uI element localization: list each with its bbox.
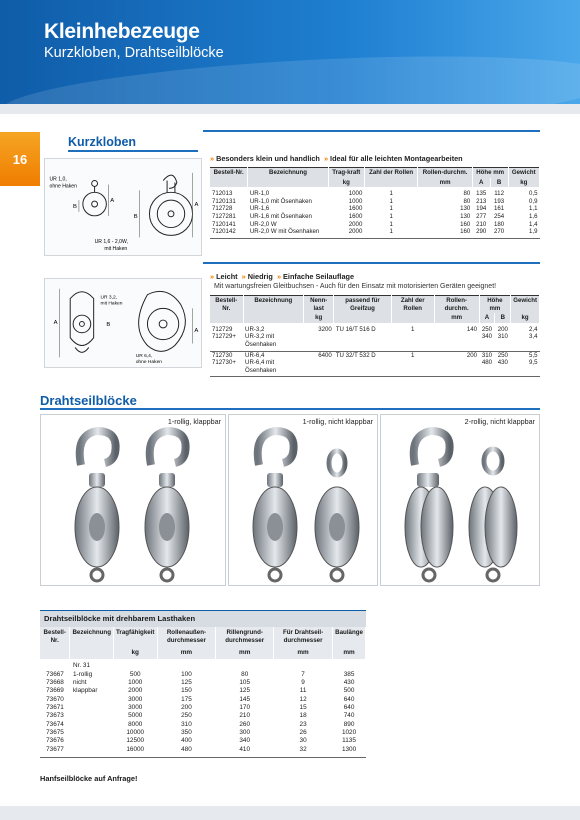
table-cell: 213 xyxy=(476,197,487,205)
cell-line: UR-3,2 xyxy=(245,325,265,333)
table-cell: TU 16/T 516 D xyxy=(334,323,391,351)
table-cell: 430 xyxy=(343,678,355,686)
pulley-image xyxy=(315,451,359,581)
table-cell: 80 xyxy=(463,190,471,198)
table-row xyxy=(40,737,366,745)
table-cell: 500 xyxy=(343,687,355,695)
table-cell: 18 xyxy=(299,712,307,720)
table-row xyxy=(40,659,366,670)
table-cell: 300 xyxy=(239,728,251,736)
table-cell xyxy=(511,323,540,351)
cell-line: 5,5 xyxy=(529,351,538,359)
table-cell: 7 xyxy=(301,670,305,678)
unit: B xyxy=(490,178,508,188)
leicht-table xyxy=(210,295,540,377)
table-cell: 73675 xyxy=(46,728,64,736)
feature-text: Besonders klein und handlich xyxy=(216,154,320,163)
table-cell xyxy=(157,659,216,670)
table-cell: 112 xyxy=(494,190,504,198)
table-row xyxy=(40,721,366,729)
table-cell xyxy=(274,659,333,670)
table-row xyxy=(40,671,366,679)
table-row xyxy=(40,679,366,687)
table-cell xyxy=(243,323,304,351)
kurzkloben-drawing xyxy=(44,158,202,256)
cell-line: 430 xyxy=(497,359,508,367)
table-row xyxy=(210,228,540,238)
table-cell: 135 xyxy=(476,190,487,198)
table-cell: 73671 xyxy=(46,703,64,711)
cell-line: 712730+ xyxy=(212,359,236,367)
table-cell: 1300 xyxy=(333,746,366,758)
table-cell: 200 xyxy=(434,351,479,377)
cell-line: 9,5 xyxy=(529,359,538,367)
leicht-drawing xyxy=(44,278,202,368)
pulley-pair-image xyxy=(229,415,377,585)
fig-label: mit Haken xyxy=(100,301,123,307)
cell-line: 340 xyxy=(481,333,493,341)
table-cell: 1 xyxy=(391,351,434,377)
fig-label: B xyxy=(133,213,138,220)
table-cell: 410 xyxy=(216,746,274,758)
table-cell: nicht xyxy=(72,678,87,686)
table-cell: 7120141 xyxy=(212,220,236,228)
table-cell: 160 xyxy=(418,228,472,238)
table-cell: 161 xyxy=(494,205,505,213)
table-cell: 170 xyxy=(239,703,251,711)
table-cell: 1135 xyxy=(342,737,356,745)
cell-line: UR-3,2 mit Ösenhaken xyxy=(245,333,277,349)
col-header: passend für Greifzug xyxy=(334,296,391,323)
table-cell: 175 xyxy=(181,695,192,703)
table-cell xyxy=(70,704,114,712)
table-cell: 73667 xyxy=(46,670,64,678)
table-cell: 5000 xyxy=(128,712,143,720)
table-row xyxy=(40,687,366,695)
table-row xyxy=(40,729,366,737)
photo-caption: 1-rollig, nicht klappbar xyxy=(302,417,373,426)
cell-line: UR-6,4 xyxy=(245,351,265,359)
pulley-image xyxy=(469,449,517,581)
table-cell: 1600 xyxy=(348,213,363,221)
page-number-tab: 16 xyxy=(0,132,40,186)
col-header: Rollen-durchm. xyxy=(418,168,472,178)
fig-label: A xyxy=(53,319,58,326)
pulley-pair-image xyxy=(381,415,539,585)
cell-line: 3,4 xyxy=(529,333,538,341)
col-header: Bestell-Nr. xyxy=(40,627,70,647)
col-header: Bestell-Nr. xyxy=(210,296,243,323)
section-rule-right xyxy=(203,130,540,132)
table-cell xyxy=(210,351,243,377)
table-cell xyxy=(70,721,114,729)
table-cell: 1000 xyxy=(348,190,363,198)
col-header: Tragfähigkeit xyxy=(113,627,157,647)
table-cell: 73673 xyxy=(46,712,64,720)
table-cell: 250 xyxy=(181,712,192,720)
table-cell: 1 xyxy=(389,205,393,213)
table-cell: 125 xyxy=(239,687,251,695)
cell-line: 712729 xyxy=(212,325,233,333)
pulley-image xyxy=(75,431,119,581)
table-cell: TU 32/T 532 D xyxy=(334,351,391,377)
table-cell xyxy=(70,696,114,704)
table-cell: 890 xyxy=(343,720,355,728)
fig-label: UR 6,4, xyxy=(135,354,153,360)
table-row xyxy=(40,704,366,712)
table-cell: 210 xyxy=(476,220,487,228)
col-header: Höhe mm xyxy=(472,168,508,178)
table-cell: 480 xyxy=(157,746,216,758)
table-cell: 1600 xyxy=(348,205,363,213)
col-header: Zahl der Rollen xyxy=(391,296,434,323)
leicht-features: » Leicht » Niedrig » Einfache Seilauflage xyxy=(210,272,355,281)
pulley-image xyxy=(405,431,453,581)
table-cell: 32 xyxy=(274,746,333,758)
table-cell: 1,6 xyxy=(529,213,538,221)
pulley-image xyxy=(253,431,297,581)
page-header xyxy=(0,0,580,104)
table-cell: 310 xyxy=(181,720,192,728)
photo-1rollig-nicht-klappbar xyxy=(228,414,378,586)
pulley-image xyxy=(145,431,189,581)
table-cell: 2000 xyxy=(128,687,143,695)
col-header: Für Drahtseil-durchmesser xyxy=(274,627,333,647)
table-cell xyxy=(70,737,114,745)
table-cell: 6400 xyxy=(304,351,334,377)
photo-2rollig-nicht-klappbar xyxy=(380,414,540,586)
table-cell: 200 xyxy=(181,703,192,711)
table-cell: 0,5 xyxy=(529,190,538,198)
col-header: Zahl der Rollen xyxy=(364,168,418,188)
table-row xyxy=(210,187,540,198)
cell-line: 310 xyxy=(497,333,508,341)
table-cell: 73668 xyxy=(46,678,64,686)
col-header: Rollenaußen-durchmesser xyxy=(157,627,216,647)
photo-caption: 2-rollig, nicht klappbar xyxy=(464,417,535,426)
fig-label: mit Haken xyxy=(104,246,128,253)
table-cell: 260 xyxy=(239,720,251,728)
col-header: Trag-kraft xyxy=(328,168,364,178)
col-header: Nenn-last xyxy=(304,296,334,314)
table-cell: UR-1,0 xyxy=(249,190,270,198)
table-cell xyxy=(210,323,243,351)
fig-label: A xyxy=(194,202,199,209)
table-row xyxy=(210,213,540,221)
fig-label: ohne Haken xyxy=(49,183,77,190)
cell-line: UR-6,4 mit Ösenhaken xyxy=(245,359,277,374)
table-cell: 3200 xyxy=(304,323,334,351)
table-cell: 73670 xyxy=(46,695,64,703)
fig-label: ohne Haken xyxy=(135,360,163,366)
table-cell xyxy=(479,351,495,377)
page-subtitle: Kurzkloben, Drahtseilblöcke xyxy=(44,45,224,61)
unit: kg xyxy=(511,313,540,323)
table-cell: 160 xyxy=(460,220,471,228)
table-cell: 1 xyxy=(389,190,393,198)
unit: mm xyxy=(157,647,216,659)
table-cell: 140 xyxy=(434,323,479,351)
leicht-note: Mit wartungsfreien Gleitbuchsen - Auch für den Einsatz mit motorisierten Geräten geeignet! xyxy=(214,283,497,290)
cell-line: 712729+ xyxy=(212,333,236,341)
table-cell: 12 xyxy=(299,695,307,703)
table-cell: 1000 xyxy=(348,197,363,205)
photo-1rollig-klappbar xyxy=(40,414,226,586)
table-cell xyxy=(495,323,511,351)
table-cell xyxy=(333,659,366,670)
table-cell: 15 xyxy=(299,703,307,711)
table-cell: 1 xyxy=(389,213,393,221)
table-cell: 125 xyxy=(181,678,192,686)
table-cell xyxy=(70,746,114,758)
table-cell: 277 xyxy=(476,213,487,221)
unit: B xyxy=(495,313,511,323)
table-caption: Drahtseilblöcke mit drehbarem Lasthaken xyxy=(40,610,366,627)
table-cell: 210 xyxy=(239,712,251,720)
table-cell: 1 xyxy=(389,220,393,228)
table-cell xyxy=(113,659,157,670)
footer-note: Hanfseilblöcke auf Anfrage! xyxy=(40,774,138,783)
unit: kg xyxy=(508,178,539,188)
cell-line: 2,4 xyxy=(529,325,538,333)
col-header: Bestell-Nr. xyxy=(210,168,248,188)
table-cell: 7120142 xyxy=(210,228,248,238)
fig-label: B xyxy=(73,203,77,210)
table-cell xyxy=(243,351,304,377)
drahtseil-table xyxy=(40,610,366,758)
table-cell: 130 xyxy=(460,213,471,221)
unit xyxy=(70,647,114,659)
table-cell: 100 xyxy=(181,670,192,678)
feature-text: Ideal für alle leichten Montagearbeiten xyxy=(330,154,463,163)
unit: mm xyxy=(333,647,366,659)
table-cell: 180 xyxy=(494,220,505,228)
table-cell: 1 xyxy=(389,197,393,205)
fig-label: UR 1,6 - 2,0W, xyxy=(94,239,128,246)
table-cell: 80 xyxy=(241,670,249,678)
cell-line: 480 xyxy=(481,359,493,367)
cell-line: 200 xyxy=(497,325,508,333)
table-cell xyxy=(495,351,511,377)
table-row xyxy=(210,221,540,229)
table-row xyxy=(210,323,540,351)
table-cell: UR-1,6 xyxy=(249,205,270,213)
table-cell: UR-2,0 W xyxy=(249,220,277,228)
table-cell: 193 xyxy=(494,197,505,205)
table-cell xyxy=(70,712,114,720)
table-cell: klappbar xyxy=(72,687,98,695)
unit: mm xyxy=(418,178,472,188)
unit: kg xyxy=(113,647,157,659)
kurzkloben-features: » Besonders klein und handlich » Ideal für alle leichten Montagearbeiten xyxy=(210,154,463,163)
section-title-kurzkloben: Kurzkloben xyxy=(68,135,137,149)
table-cell: 712013 xyxy=(212,190,233,198)
kurzkloben-table xyxy=(210,167,540,239)
table-row xyxy=(40,696,366,704)
page-title: Kleinhebezeuge xyxy=(44,20,200,43)
table-cell: 80 xyxy=(463,197,471,205)
table-cell: 7120131 xyxy=(212,197,236,205)
table-cell xyxy=(479,323,495,351)
cell-line: 250 xyxy=(497,351,508,359)
col-header: Höhe mm xyxy=(479,296,511,314)
feature-text: Leicht xyxy=(216,272,238,281)
table-cell: 1000 xyxy=(128,678,143,686)
col-header: Rillengrund-durchmesser xyxy=(216,627,274,647)
table-cell: 7127281 xyxy=(212,213,236,221)
table-cell: 145 xyxy=(239,695,251,703)
table-cell: 340 xyxy=(239,737,251,745)
table-cell: 1 xyxy=(391,323,434,351)
table-cell xyxy=(70,729,114,737)
table-cell: 73677 xyxy=(40,746,70,758)
pulley-pair-image xyxy=(41,415,225,585)
fig-label: UR 3,2, xyxy=(100,295,118,301)
unit: kg xyxy=(304,313,334,323)
table-cell: 23 xyxy=(299,720,307,728)
table-cell: UR-2,0 W mit Ösenhaken xyxy=(248,228,328,238)
section-rule xyxy=(40,408,540,410)
cell-line: 712730 xyxy=(212,351,233,359)
unit: A xyxy=(479,313,495,323)
table-cell: UR-1,0 mit Ösenhaken xyxy=(249,197,312,205)
table-row xyxy=(40,712,366,720)
col-header: Rollen-durchm. xyxy=(434,296,479,314)
table-row xyxy=(40,746,366,758)
table-cell: 350 xyxy=(181,728,192,736)
table-cell: 12500 xyxy=(126,737,145,745)
table-cell: 1,1 xyxy=(529,205,538,213)
table-cell: 254 xyxy=(494,213,505,221)
table-cell: 26 xyxy=(299,728,307,736)
table-cell xyxy=(40,659,70,670)
header-band xyxy=(0,104,580,114)
col-header: Gewicht xyxy=(511,296,540,314)
col-header: Bezeichnung xyxy=(70,627,114,647)
table-cell: 2000 xyxy=(348,220,363,228)
table-cell: 0,9 xyxy=(529,197,538,205)
table-cell: 400 xyxy=(181,737,192,745)
table-cell: 73669 xyxy=(46,687,64,695)
unit xyxy=(40,647,70,659)
table-cell: 73676 xyxy=(46,737,64,745)
fig-label: A xyxy=(194,327,199,334)
table-cell: 10000 xyxy=(126,728,145,736)
footer-band xyxy=(0,806,580,820)
unit: mm xyxy=(216,647,274,659)
unit: mm xyxy=(434,313,479,323)
table-cell xyxy=(511,351,540,377)
table-cell: 500 xyxy=(129,670,141,678)
feature-text: Niedrig xyxy=(247,272,273,281)
col-header: Baulänge xyxy=(333,627,366,647)
table-cell: UR-1,6 mit Ösenhaken xyxy=(249,213,312,221)
table-row xyxy=(210,205,540,213)
fig-label: B xyxy=(106,321,111,328)
table-cell: 385 xyxy=(343,670,355,678)
table-cell: 640 xyxy=(343,695,355,703)
unit: kg xyxy=(328,178,364,188)
table-cell: 1-rollig xyxy=(72,670,93,678)
feature-text: Einfache Seilauflage xyxy=(283,272,355,281)
table-cell xyxy=(216,659,274,670)
table-cell: 3000 xyxy=(128,703,143,711)
table-cell: 1,9 xyxy=(508,228,539,238)
table-cell: 9 xyxy=(301,678,305,686)
photo-caption: 1-rollig, klappbar xyxy=(167,417,221,426)
table-cell: 8000 xyxy=(128,720,143,728)
table-cell: 1,4 xyxy=(529,220,538,228)
unit: mm xyxy=(274,647,333,659)
table-cell: 740 xyxy=(343,712,355,720)
table-row xyxy=(210,351,540,377)
table-cell: 194 xyxy=(476,205,487,213)
table-cell: 73674 xyxy=(46,720,64,728)
table-cell: 150 xyxy=(181,687,192,695)
table-cell: 130 xyxy=(460,205,471,213)
table-cell: 640 xyxy=(343,703,355,711)
table-cell: 712728 xyxy=(212,205,233,213)
table-cell: 1020 xyxy=(341,728,357,736)
table-cell: 3000 xyxy=(128,695,143,703)
col-header: Bezeichnung xyxy=(243,296,304,323)
table-cell: 290 xyxy=(472,228,490,238)
col-header: Gewicht xyxy=(508,168,539,178)
section-title-drahtseil: Drahtseilblöcke xyxy=(40,393,137,408)
table-cell: 30 xyxy=(299,737,307,745)
table-cell: 11 xyxy=(299,687,307,695)
cell-line: 250 xyxy=(481,325,493,333)
section-rule xyxy=(68,150,198,152)
fig-label: UR 1,0, xyxy=(49,176,67,183)
section-rule xyxy=(203,262,540,264)
table-cell: 16000 xyxy=(113,746,157,758)
table-cell: 270 xyxy=(490,228,508,238)
cell-line: 310 xyxy=(481,351,493,359)
fig-label: A xyxy=(110,198,115,205)
table-row xyxy=(210,198,540,206)
table-cell: Nr. 31 xyxy=(72,662,91,670)
table-cell: 2000 xyxy=(328,228,364,238)
col-header: Bezeichnung xyxy=(248,168,328,188)
unit: A xyxy=(472,178,490,188)
table-cell: 105 xyxy=(239,678,251,686)
table-cell: 1 xyxy=(364,228,418,238)
